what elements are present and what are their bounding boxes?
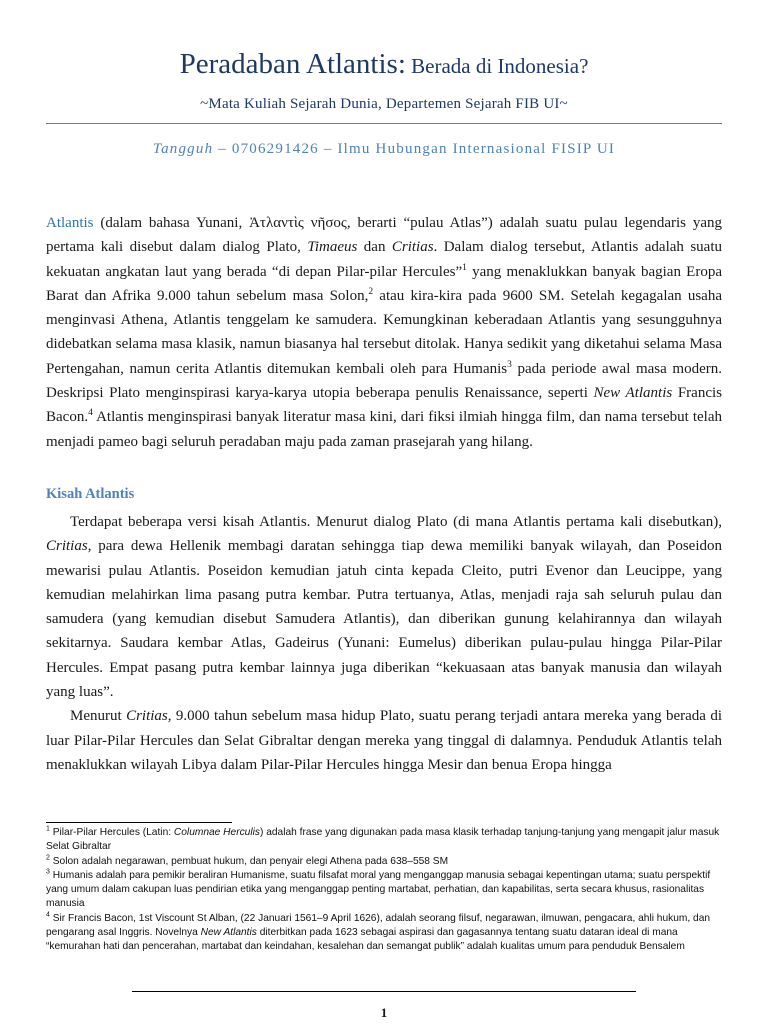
paragraph-text: , 9.000 tahun sebelum masa hidup Plato, suatu perang terjadi antara mereka yang berada di luar Pilar-Pilar Hercules dan Selat Gibraltar dengan mereka yang tinggal di dalamnya. Penduduk Atlantis telah menaklukkan wilayah Libya dalam Pilar-Pilar Hercules hingga Mesir dan benua Eropa hingga bbox=[46, 708, 722, 773]
work-title: Critias bbox=[46, 538, 88, 555]
document-title bbox=[0, 48, 768, 81]
work-title: New Atlantis bbox=[593, 385, 673, 402]
page-number: 1 bbox=[380, 1005, 388, 1020]
section-body bbox=[46, 510, 722, 777]
intro-keyword: Atlantis bbox=[46, 215, 94, 231]
footnote-number: 1 bbox=[46, 825, 50, 833]
footnote-ref[interactable]: 4 bbox=[88, 408, 93, 419]
footnote-italic: New Atlantis bbox=[200, 927, 257, 939]
paragraph-text: , para dewa Hellenik membagi daratan sehingga tiap dewa memiliki banyak wilayah, dan Poseidon mewarisi pulau Atlantis. Poseidon kemudian jatuh cinta kepada Cleito, putri Evenor dan Leucippe, yang kemudian melahirkan lima pasang putra kembar. Putra tertuanya, Atlas, menjadi raja sah seluruh pulau dan samudera (yang kemudian disebut Samudera Atlantis), dan diberikan gunung kelahirannya dan wilayah sekitarnya. Saudara kembar Atlas, Gadeirus (Yunani: Eumelus) diberikan pulau-pulau hingga Pilar-Pilar Hercules. Empat pasang putra kembar lainnya juga diberikan “kekuasaan atas banyak manusia dan wilayah yang luas”. bbox=[46, 538, 722, 701]
author-name: Tangguh bbox=[152, 141, 214, 157]
footnote-text: Pilar-Pilar Hercules (Latin: bbox=[49, 827, 174, 838]
title-subtitle: Berada di Indonesia? bbox=[405, 54, 589, 78]
author-details: – 0706291426 – Ilmu Hubungan Internasional FISIP UI bbox=[213, 141, 616, 157]
footnote-ref[interactable]: 1 bbox=[462, 262, 467, 273]
work-title: Critias bbox=[126, 708, 168, 725]
footnote-number: 4 bbox=[46, 911, 50, 919]
section-paragraph bbox=[46, 704, 722, 777]
footnote-4 bbox=[46, 912, 722, 955]
intro-text: . Dalam dialog tersebut, Atlantis adalah suatu kekuatan angkatan laut yang berada “di depan Pilar-pilar Hercules” bbox=[46, 239, 722, 280]
footnotes bbox=[46, 826, 722, 955]
footnote-ref[interactable]: 2 bbox=[368, 286, 374, 297]
intro-text: pada periode awal masa modern. Deskripsi Plato menginspirasi karya-karya utopia beberapa penulis Renaissance, seperti bbox=[46, 360, 722, 402]
footnote-text: ) adalah frase yang digunakan pada masa klasik terhadap tanjung-tanjung yang mengapit jalur masuk Selat Gibraltar bbox=[46, 827, 720, 853]
intro-paragraph bbox=[46, 211, 722, 454]
footnote-number: 3 bbox=[46, 868, 50, 876]
section-heading: Kisah Atlantis bbox=[46, 486, 135, 502]
footnote-text: diterbitkan pada 1623 sebagai aspirasi dan gagasannya tentang suatu dataran ideal di mana “kemurahan hati dan pencerahan, martabat dan keindahan, kesalehan dan semangat publik” adalah kualitas umum para penduduk Bensalem bbox=[46, 927, 685, 953]
footnote-number: 2 bbox=[46, 854, 50, 862]
footnote-text: Solon adalah negarawan, pembuat hukum, dan penyair elegi Athena pada 638–558 SM bbox=[49, 855, 449, 867]
work-title: Critias bbox=[391, 239, 434, 256]
intro-text: Atlantis menginspirasi banyak literatur masa kini, dari fiksi ilmiah hingga film, dan nama tersebut telah menjadi pameo bagi seluruh peradaban maju pada zaman prasejarah yang hilang. bbox=[46, 409, 722, 450]
footnote-italic: Columnae Herculis bbox=[173, 827, 260, 838]
intro-text: yang menaklukkan banyak bagian Eropa Barat dan Afrika 9.000 tahun sebelum masa Solon, bbox=[46, 263, 722, 304]
author-line bbox=[0, 141, 768, 158]
course-line: ~Mata Kuliah Sejarah Dunia, Departemen Sejarah FIB UI~ bbox=[200, 96, 568, 112]
paragraph-text: Terdapat beberapa versi kisah Atlantis. Menurut dialog Plato (di mana Atlantis pertama kali disebutkan), bbox=[70, 514, 722, 530]
intro-text: (dalam bahasa Yunani, bbox=[93, 215, 250, 231]
footnote-text: Sir Francis Bacon, 1st Viscount St Alban, (22 Januari 1561–9 April 1626), adalah seorang filsuf, negarawan, ilmuwan, pengacara, ahli hukum, dan pengarang asal Inggris. Novelnya bbox=[46, 912, 711, 939]
intro-text: , berarti “pulau Atlas”) adalah suatu pulau legendaris yang pertama kali disebut dalam dialog Plato, bbox=[46, 215, 722, 256]
footnote-2 bbox=[46, 855, 722, 869]
paragraph-text: Menurut bbox=[70, 708, 127, 725]
footnote-ref[interactable]: 3 bbox=[507, 359, 512, 370]
greek-term: Ἀτλαντὶς νῆσος bbox=[249, 215, 347, 231]
intro-text: atau kira-kira pada 9600 SM. Setelah kegagalan usaha menginvasi Athena, Atlantis tenggelam ke samudera. Kemungkinan keberadaan Atlantis yang sesungguhnya didebatkan selama masa klasik, namun biasanya hal tersebut ditolak. Hanya sedikit yang diketahui selama Masa Pertengahan, namun cerita Atlantis ditemukan kembali oleh para Humanis bbox=[46, 287, 722, 377]
footnote-3 bbox=[46, 869, 722, 912]
title-main: Peradaban Atlantis: bbox=[179, 48, 406, 80]
intro-text: Francis Bacon. bbox=[46, 385, 722, 426]
header-divider bbox=[46, 123, 722, 124]
footnote-1 bbox=[46, 826, 722, 855]
footnote-text: Humanis adalah para pemikir beraliran Humanisme, suatu filsafat moral yang menganggap manusia sebagai kepentingan utama; suatu perspektif yang umum dalam cakupan luas pendirian etika yang menganggap penting martabat, perhatian, dan kapabilitas, serta secara khusus, rasionalitas manusia bbox=[46, 869, 711, 910]
page-footer-divider bbox=[132, 991, 636, 992]
section-paragraph bbox=[46, 510, 722, 704]
footnote-separator bbox=[46, 822, 232, 823]
work-title: Timaeus bbox=[307, 239, 358, 256]
intro-text: dan bbox=[357, 239, 392, 256]
